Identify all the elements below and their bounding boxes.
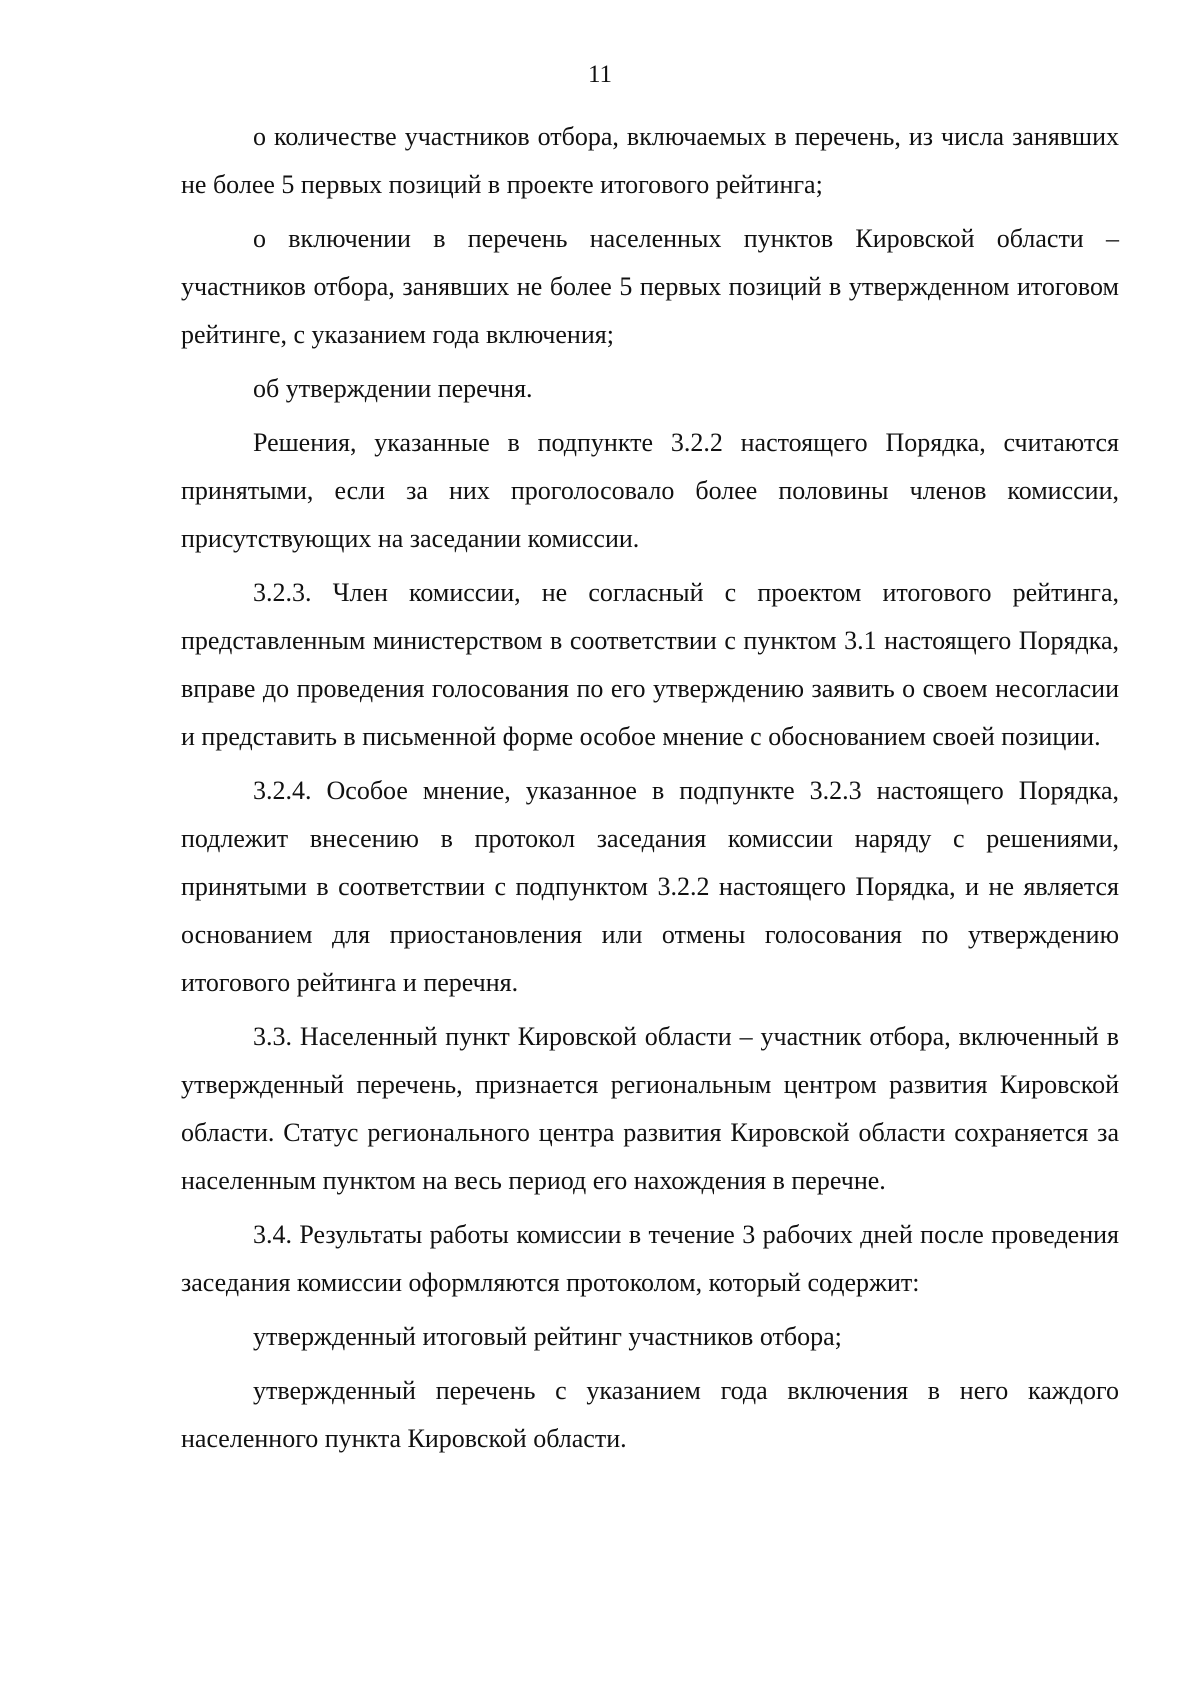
paragraph-2: о включении в перечень населенных пунктов Кировской области – участников отбора, занявших не более 5 первых позиций в утвержденном итоговом рейтинге, с указанием года включения;	[181, 224, 1119, 349]
page-number: 11	[587, 61, 613, 88]
paragraph-9: утвержденный итоговый рейтинг участников отбора;	[253, 1322, 842, 1351]
paragraph-7: 3.3. Населенный пункт Кировской области – участник отбора, включенный в утвержденный перечень, признается региональным центром развития Кировской области. Статус регионального центра развития Кировской области сохраняется за населенным пунктом на весь период его нахождения в перечне.	[181, 1022, 1119, 1195]
paragraph-10: утвержденный перечень с указанием года включения в него каждого населенного пункта Кировской области.	[181, 1376, 1119, 1453]
paragraph-4: Решения, указанные в подпункте 3.2.2 настоящего Порядка, считаются принятыми, если за них проголосовало более половины членов комиссии, присутствующих на заседании комиссии.	[181, 428, 1119, 553]
paragraph-5: 3.2.3. Член комиссии, не согласный с проектом итогового рейтинга, представленным министерством в соответствии с пунктом 3.1 настоящего Порядка, вправе до проведения голосования по его утверждению заявить о своем несогласии и представить в письменной форме особое мнение с обоснованием своей позиции.	[181, 578, 1119, 751]
paragraph-8: 3.4. Результаты работы комиссии в течение 3 рабочих дней после проведения заседания комиссии оформляются протоколом, который содержит:	[181, 1220, 1119, 1297]
paragraph-3: об утверждении перечня.	[253, 374, 533, 403]
paragraph-6: 3.2.4. Особое мнение, указанное в подпункте 3.2.3 настоящего Порядка, подлежит внесению в протокол заседания комиссии наряду с решениями, принятыми в соответствии с подпунктом 3.2.2 настоящего Порядка, и не является основанием для приостановления или отмены голосования по утверждению итогового рейтинга и перечня.	[181, 776, 1119, 997]
document-body	[181, 113, 1119, 1463]
paragraph-1: о количестве участников отбора, включаемых в перечень, из числа занявших не более 5 первых позиций в проекте итогового рейтинга;	[181, 122, 1119, 199]
